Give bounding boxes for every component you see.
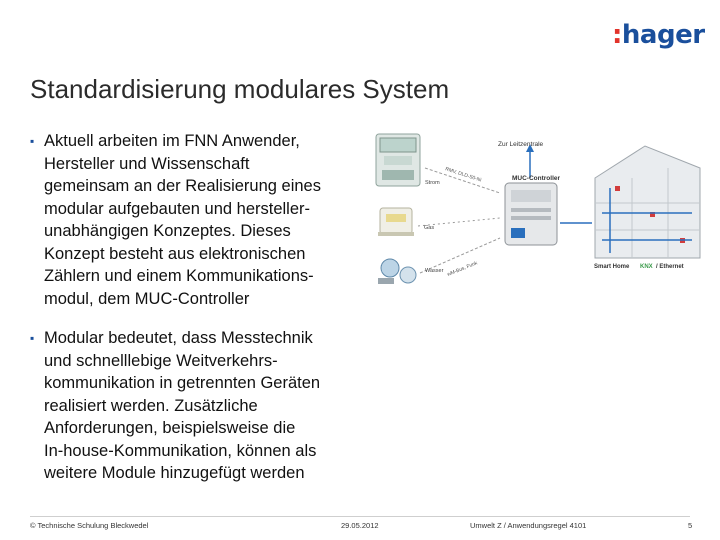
label-link-2: wM-Bus, Funk [446, 260, 479, 278]
bullet-line: und schnelllebige Weitverkehrs- [44, 351, 278, 370]
label-knx: KNX [640, 264, 653, 270]
footer-document: Umwelt Z / Anwendungsregel 4101 [470, 521, 587, 530]
bullet-line: realisiert werden. Zusätzliche [44, 396, 258, 415]
muc-controller-icon [505, 183, 557, 245]
page-number: 5 [688, 521, 693, 530]
bullet-2 [30, 327, 360, 485]
bullet-line: Modular bedeutet, dass Messtechnik [44, 329, 313, 347]
bullet-line: Hersteller und Wissenschaft [44, 154, 250, 173]
footer-divider [30, 516, 690, 517]
electricity-meter-icon [376, 134, 420, 186]
label-muc: MUC-Controller [512, 175, 561, 182]
label-leitzentrale: Zur Leitzentrale [498, 141, 544, 148]
bullet-line: Zählern und einem Kommunikations- [44, 267, 314, 285]
label-strom: Strom [425, 180, 440, 186]
label-smart-home: Smart Home [594, 264, 630, 270]
label-ethernet: / Ethernet [656, 264, 684, 270]
logo-colon: : [612, 20, 622, 50]
bullet-line: modular aufgebauten und hersteller- [44, 199, 311, 218]
water-meter-icon [378, 259, 416, 284]
bullet-line: unabhängigen Konzeptes. Dieses [44, 222, 291, 240]
label-link-1: RMV, DLD-S0-Ni [444, 166, 483, 184]
label-gas: Gas [424, 225, 435, 231]
bullet-line: In-house-Kommunikation, können als [44, 441, 317, 460]
bullet-1 [30, 130, 360, 310]
label-wasser: Wasser [425, 268, 444, 274]
bullet-line: gemeinsam an der Realisierung eines [44, 177, 321, 195]
logo-text: hager [621, 20, 705, 50]
bullet-marker-icon: ▪ [30, 134, 35, 148]
bullet-2-text [30, 327, 360, 485]
gas-meter-icon [378, 208, 414, 236]
house-icon [595, 146, 700, 258]
bullet-line: weitere Module hinzugefügt werden [44, 464, 305, 482]
bullet-line: modul, dem MUC-Controller [44, 289, 250, 308]
bullet-line: Aktuell arbeiten im FNN Anwender, [44, 132, 300, 150]
system-diagram [370, 128, 705, 298]
bullet-line: kommunikation in getrennten Geräten [44, 374, 321, 392]
bullet-1-text [30, 130, 360, 310]
hager-logo [612, 20, 705, 50]
bullet-line: Konzept besteht aus elektronischen [44, 244, 306, 263]
slide-title: Standardisierung modulares System [30, 74, 450, 104]
footer-copyright: © Technische Schulung Bleckwedel [30, 521, 149, 530]
bullet-line: Anforderungen, beispielsweise die [44, 419, 296, 437]
footer-date: 29.05.2012 [341, 521, 379, 530]
bullet-marker-icon: ▪ [30, 331, 35, 345]
